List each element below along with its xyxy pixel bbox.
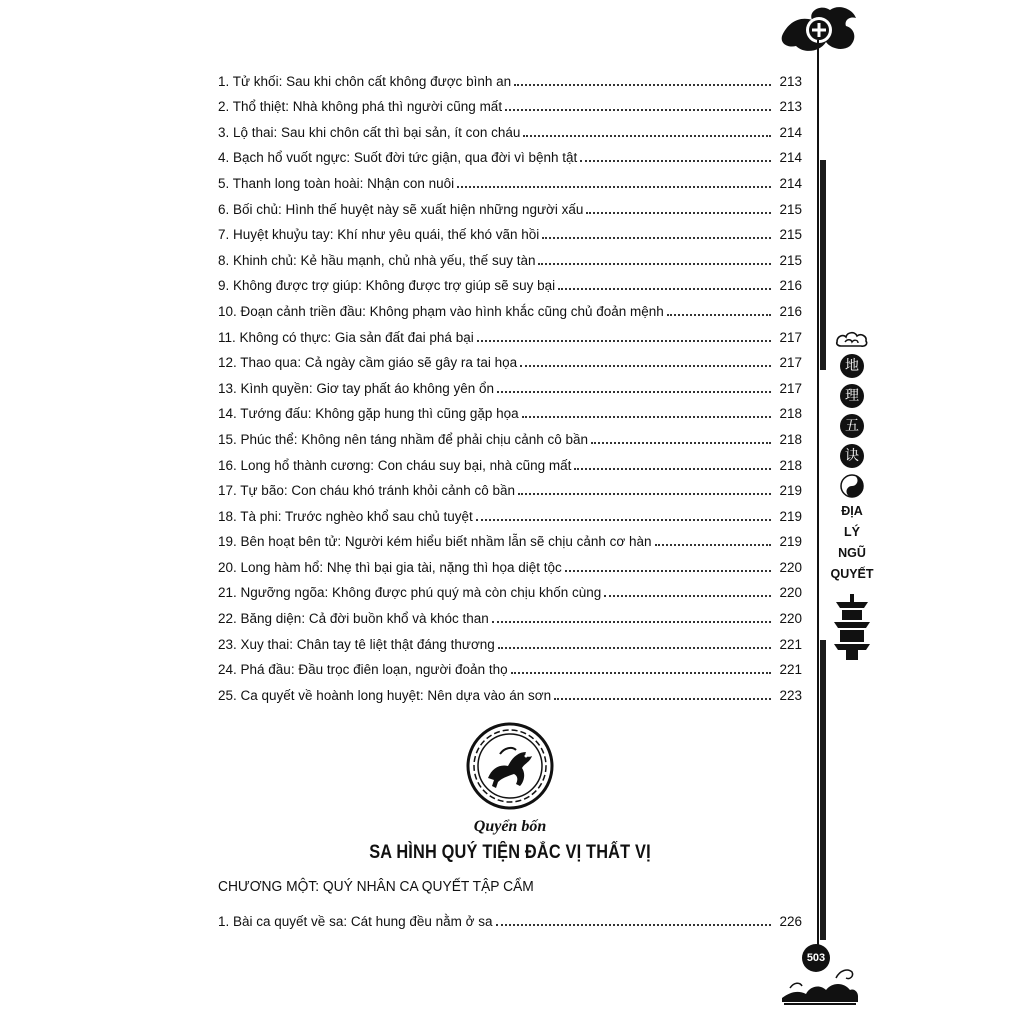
toc-leader bbox=[558, 288, 771, 290]
toc-row bbox=[218, 576, 802, 602]
toc-title: 2. Thổ thiệt: Nhà không phá thì người cũng mất bbox=[218, 99, 503, 115]
toc-row bbox=[218, 422, 802, 448]
toc-row bbox=[218, 601, 802, 627]
toc-row bbox=[218, 397, 802, 423]
toc-leader bbox=[505, 109, 771, 111]
toc-title: 4. Bạch hổ vuốt ngực: Suốt đời tức giận, qua đời vì bệnh tật bbox=[218, 150, 578, 166]
toc-page: 213 bbox=[779, 73, 802, 89]
han-char: 五 bbox=[840, 414, 864, 438]
toc-row bbox=[218, 346, 802, 372]
toc-row bbox=[218, 320, 802, 346]
book-title: SA HÌNH QUÝ TIỆN ĐẮC VỊ THẤT VỊ bbox=[369, 842, 651, 863]
pagoda-ornament-icon bbox=[832, 592, 872, 662]
toc-title: 25. Ca quyết về hoành long huyệt: Nên dựa vào án sơn bbox=[218, 687, 552, 703]
toc-title: 19. Bên hoạt bên tử: Người kém hiểu biết nhầm lẫn sẽ chịu cảnh cơ hàn bbox=[218, 534, 652, 550]
toc-page: 214 bbox=[779, 150, 802, 166]
toc-title: 6. Bối chủ: Hình thế huyệt này sẽ xuất hiện những người xấu bbox=[218, 201, 584, 217]
toc-leader bbox=[604, 595, 771, 597]
toc-leader bbox=[554, 698, 771, 700]
toc-leader bbox=[498, 647, 771, 649]
toc-title: 1. Tử khối: Sau khi chôn cất không được bình an bbox=[218, 73, 512, 89]
toc-leader bbox=[586, 212, 771, 214]
toc-leader bbox=[492, 621, 771, 623]
toc-page: 219 bbox=[779, 534, 802, 550]
toc-row bbox=[218, 653, 802, 679]
side-band-top bbox=[820, 160, 826, 370]
toc-title: 13. Kình quyền: Giơ tay phất áo không yên ổn bbox=[218, 380, 495, 396]
toc-title: 18. Tà phi: Trước nghèo khổ sau chủ tuyệt bbox=[218, 508, 473, 524]
vertical-rule bbox=[817, 40, 819, 945]
toc-row bbox=[218, 218, 802, 244]
toc-page: 219 bbox=[779, 483, 802, 499]
han-char: 诀 bbox=[840, 444, 864, 468]
toc-leader bbox=[520, 365, 771, 367]
page-number-ornament bbox=[780, 938, 860, 1008]
toc-leader bbox=[457, 186, 771, 188]
toc-title: 8. Khinh chủ: Kẻ hầu mạnh, chủ nhà yếu, thế suy tàn bbox=[218, 252, 536, 268]
toc-leader bbox=[518, 493, 771, 495]
toc-page: 218 bbox=[779, 406, 802, 422]
toc-leader bbox=[511, 672, 771, 674]
toc-leader bbox=[580, 160, 771, 162]
toc-page: 218 bbox=[779, 457, 802, 473]
side-title-line: NGŨ bbox=[838, 546, 866, 560]
toc-leader bbox=[476, 519, 771, 521]
toc-page: 221 bbox=[779, 662, 802, 678]
toc-page: 217 bbox=[779, 329, 802, 345]
han-char: 理 bbox=[840, 384, 864, 408]
toc-title: 7. Huyệt khuỷu tay: Khí như yêu quái, thế khó vãn hồi bbox=[218, 227, 540, 243]
toc-row bbox=[218, 448, 802, 474]
toc-title: 24. Phá đầu: Đầu trọc điên loạn, người đoản thọ bbox=[218, 662, 508, 678]
toc-row bbox=[218, 90, 802, 116]
toc-page: 223 bbox=[779, 687, 802, 703]
toc-page: 215 bbox=[779, 201, 802, 217]
toc-title: 9. Không được trợ giúp: Không được trợ giúp sẽ suy bại bbox=[218, 278, 556, 294]
toc-row bbox=[218, 269, 802, 295]
toc-row bbox=[218, 166, 802, 192]
part-title: Quyển bốn bbox=[473, 818, 547, 835]
toc-title: 5. Thanh long toàn hoài: Nhận con nuôi bbox=[218, 175, 455, 191]
toc-title: 20. Long hàm hổ: Nhẹ thì bại gia tài, nặng thì họa diệt tộc bbox=[218, 559, 562, 575]
side-title-line: LÝ bbox=[844, 525, 860, 539]
toc-page: 217 bbox=[779, 355, 802, 371]
yin-yang-icon bbox=[840, 474, 864, 498]
toc-leader bbox=[477, 340, 771, 342]
toc-page: 215 bbox=[779, 252, 802, 268]
toc-row bbox=[218, 678, 802, 704]
side-title bbox=[830, 330, 874, 662]
toc-row bbox=[218, 474, 802, 500]
toc-title: 1. Bài ca quyết về sa: Cát hung đều nằm ở sa bbox=[218, 913, 493, 929]
toc-leader bbox=[565, 570, 771, 572]
toc-page: 217 bbox=[779, 380, 802, 396]
toc-page: 218 bbox=[779, 431, 802, 447]
toc-row bbox=[218, 499, 802, 525]
toc-leader bbox=[655, 544, 771, 546]
toc-page: 215 bbox=[779, 227, 802, 243]
page-number: 503 bbox=[802, 944, 830, 972]
toc-page: 220 bbox=[779, 559, 802, 575]
top-ornament-icon bbox=[778, 2, 860, 62]
toc-leader bbox=[514, 84, 771, 86]
toc-page: 213 bbox=[779, 99, 802, 115]
toc-row bbox=[218, 550, 802, 576]
toc-row bbox=[218, 64, 802, 90]
han-char: 地 bbox=[840, 354, 864, 378]
toc-leader bbox=[538, 263, 771, 265]
toc-leader bbox=[591, 442, 771, 444]
toc-title: 21. Ngưỡng ngõa: Không được phú quý mà còn chịu khốn cùng bbox=[218, 585, 602, 601]
toc-page: 220 bbox=[779, 585, 802, 601]
toc-leader bbox=[667, 314, 771, 316]
toc-row bbox=[218, 141, 802, 167]
toc-row bbox=[218, 115, 802, 141]
toc-page: 214 bbox=[779, 175, 802, 191]
chapter-toc-list bbox=[218, 904, 802, 930]
toc-leader bbox=[496, 924, 771, 926]
toc-page: 220 bbox=[779, 611, 802, 627]
toc-row bbox=[218, 627, 802, 653]
toc-leader bbox=[574, 468, 771, 470]
side-title-line: ĐỊA bbox=[841, 504, 863, 518]
chapter-title: CHƯƠNG MỘT: QUÝ NHÂN CA QUYẾT TẬP CẨM bbox=[218, 878, 534, 895]
cloud-ornament-icon bbox=[835, 330, 869, 348]
toc-row bbox=[218, 294, 802, 320]
toc-row bbox=[218, 243, 802, 269]
toc-row bbox=[218, 371, 802, 397]
toc-page: 216 bbox=[779, 303, 802, 319]
toc-row bbox=[218, 904, 802, 930]
toc-page: 216 bbox=[779, 278, 802, 294]
toc-row bbox=[218, 192, 802, 218]
toc-title: 3. Lộ thai: Sau khi chôn cất thì bại sản, ít con cháu bbox=[218, 124, 521, 140]
toc-title: 15. Phúc thể: Không nên táng nhầm để phải chịu cảnh cô bần bbox=[218, 431, 589, 447]
toc-page: 219 bbox=[779, 508, 802, 524]
toc-page: 226 bbox=[779, 913, 802, 929]
toc-title: 10. Đoạn cảnh triền đầu: Không phạm vào hình khắc cũng chủ đoản mệnh bbox=[218, 303, 664, 319]
toc-title: 16. Long hổ thành cương: Con cháu suy bại, nhà cũng mất bbox=[218, 457, 572, 473]
toc-title: 12. Thao qua: Cả ngày cầm giáo sẽ gây ra tai họa bbox=[218, 355, 518, 371]
toc-title: 22. Băng diện: Cả đời buồn khổ và khóc than bbox=[218, 611, 489, 627]
toc-leader bbox=[497, 391, 771, 393]
toc-title: 14. Tướng đấu: Không gặp hung thì cũng gặp họa bbox=[218, 406, 519, 422]
toc-leader bbox=[522, 416, 771, 418]
toc-title: 23. Xuy thai: Chân tay tê liệt thật đáng thương bbox=[218, 636, 495, 652]
toc-title: 11. Không có thực: Gia sản đất đai phá bại bbox=[218, 329, 474, 345]
toc-leader bbox=[542, 237, 771, 239]
horse-emblem-icon bbox=[466, 722, 554, 810]
toc-page: 221 bbox=[779, 636, 802, 652]
side-title-line: QUYẾT bbox=[830, 567, 874, 581]
side-band-bottom bbox=[820, 640, 826, 940]
toc-title: 17. Tự bão: Con cháu khó tránh khỏi cảnh cô bần bbox=[218, 483, 515, 499]
toc-leader bbox=[523, 135, 771, 137]
toc-page: 214 bbox=[779, 124, 802, 140]
toc-row bbox=[218, 525, 802, 551]
toc-list bbox=[218, 64, 802, 704]
